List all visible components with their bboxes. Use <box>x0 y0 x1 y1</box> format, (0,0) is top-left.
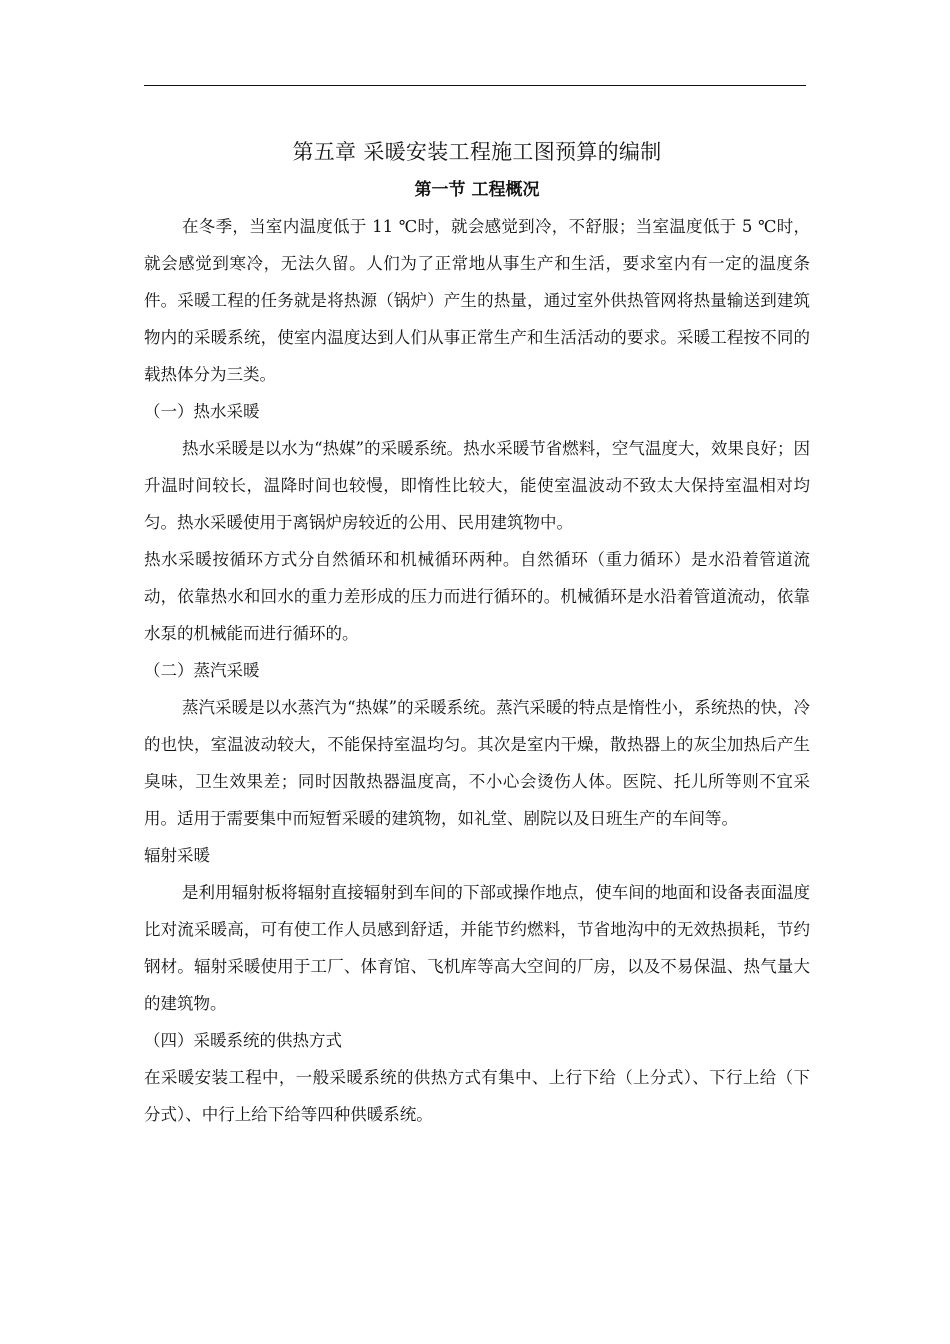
header-rule <box>144 85 806 86</box>
chapter-title: 第五章 采暖安装工程施工图预算的编制 <box>292 140 662 164</box>
steam-paragraph: 蒸汽采暖是以水蒸汽为“热媒”的采暖系统。蒸汽采暖的特点是惰性小，系统热的快，冷的也快，室温波动较大，不能保持室温均匀。其次是室内干燥，散热器上的灰尘加热后产生臭味，卫生效果差；同时因散热器温度高，不小心会烫伤人体。医院、托儿所等则不宜采用。适用于需要集中而短暂采暖的建筑物，如礼堂、剧院以及日班生产的车间等。 <box>144 698 810 828</box>
document-body <box>144 132 810 1133</box>
circulation-paragraph: 热水采暖按循环方式分自然循环和机械循环两种。自然循环（重力循环）是水沿着管道流动，依靠热水和回水的重力差形成的压力而进行循环的。机械循环是水沿着管道流动，依靠水泵的机械能而进行循环的。 <box>144 550 810 643</box>
hot-water-heading: （一）热水采暖 <box>144 402 260 421</box>
section-title: 第一节 工程概况 <box>414 180 540 200</box>
supply-heading: （四）采暖系统的供热方式 <box>144 1031 342 1050</box>
hot-water-paragraph: 热水采暖是以水为“热媒”的采暖系统。热水采暖节省燃料，空气温度大，效果良好；因升温时间较长，温降时间也较慢，即惰性比较大，能使室温波动不致太大保持室温相对均匀。热水采暖使用于离锅炉房较近的公用、民用建筑物中。 <box>144 439 810 532</box>
radiant-heading: 辐射采暖 <box>144 846 210 865</box>
intro-paragraph: 在冬季，当室内温度低于 11 ℃时，就会感觉到冷，不舒服；当室温度低于 5 ℃时，就会感觉到寒冷，无法久留。人们为了正常地从事生产和生活，要求室内有一定的温度条件。采暖工程的任务就是将热源（锅炉）产生的热量，通过室外供热管网将热量输送到建筑物内的采暖系统，使室内温度达到人们从事正常生产和生活活动的要求。采暖工程按不同的载热体分为三类。 <box>144 217 810 384</box>
radiant-paragraph: 是利用辐射板将辐射直接辐射到车间的下部或操作地点，使车间的地面和设备表面温度比对流采暖高，可有使工作人员感到舒适，并能节约燃料，节省地沟中的无效热损耗，节约钢材。辐射采暖使用于工厂、体育馆、飞机库等高大空间的厂房，以及不易保温、热气量大的建筑物。 <box>144 883 810 1013</box>
supply-paragraph: 在采暖安装工程中，一般采暖系统的供热方式有集中、上行下给（上分式）、下行上给（下分式）、中行上给下给等四种供暖系统。 <box>144 1068 810 1124</box>
steam-heading: （二）蒸汽采暖 <box>144 661 260 680</box>
